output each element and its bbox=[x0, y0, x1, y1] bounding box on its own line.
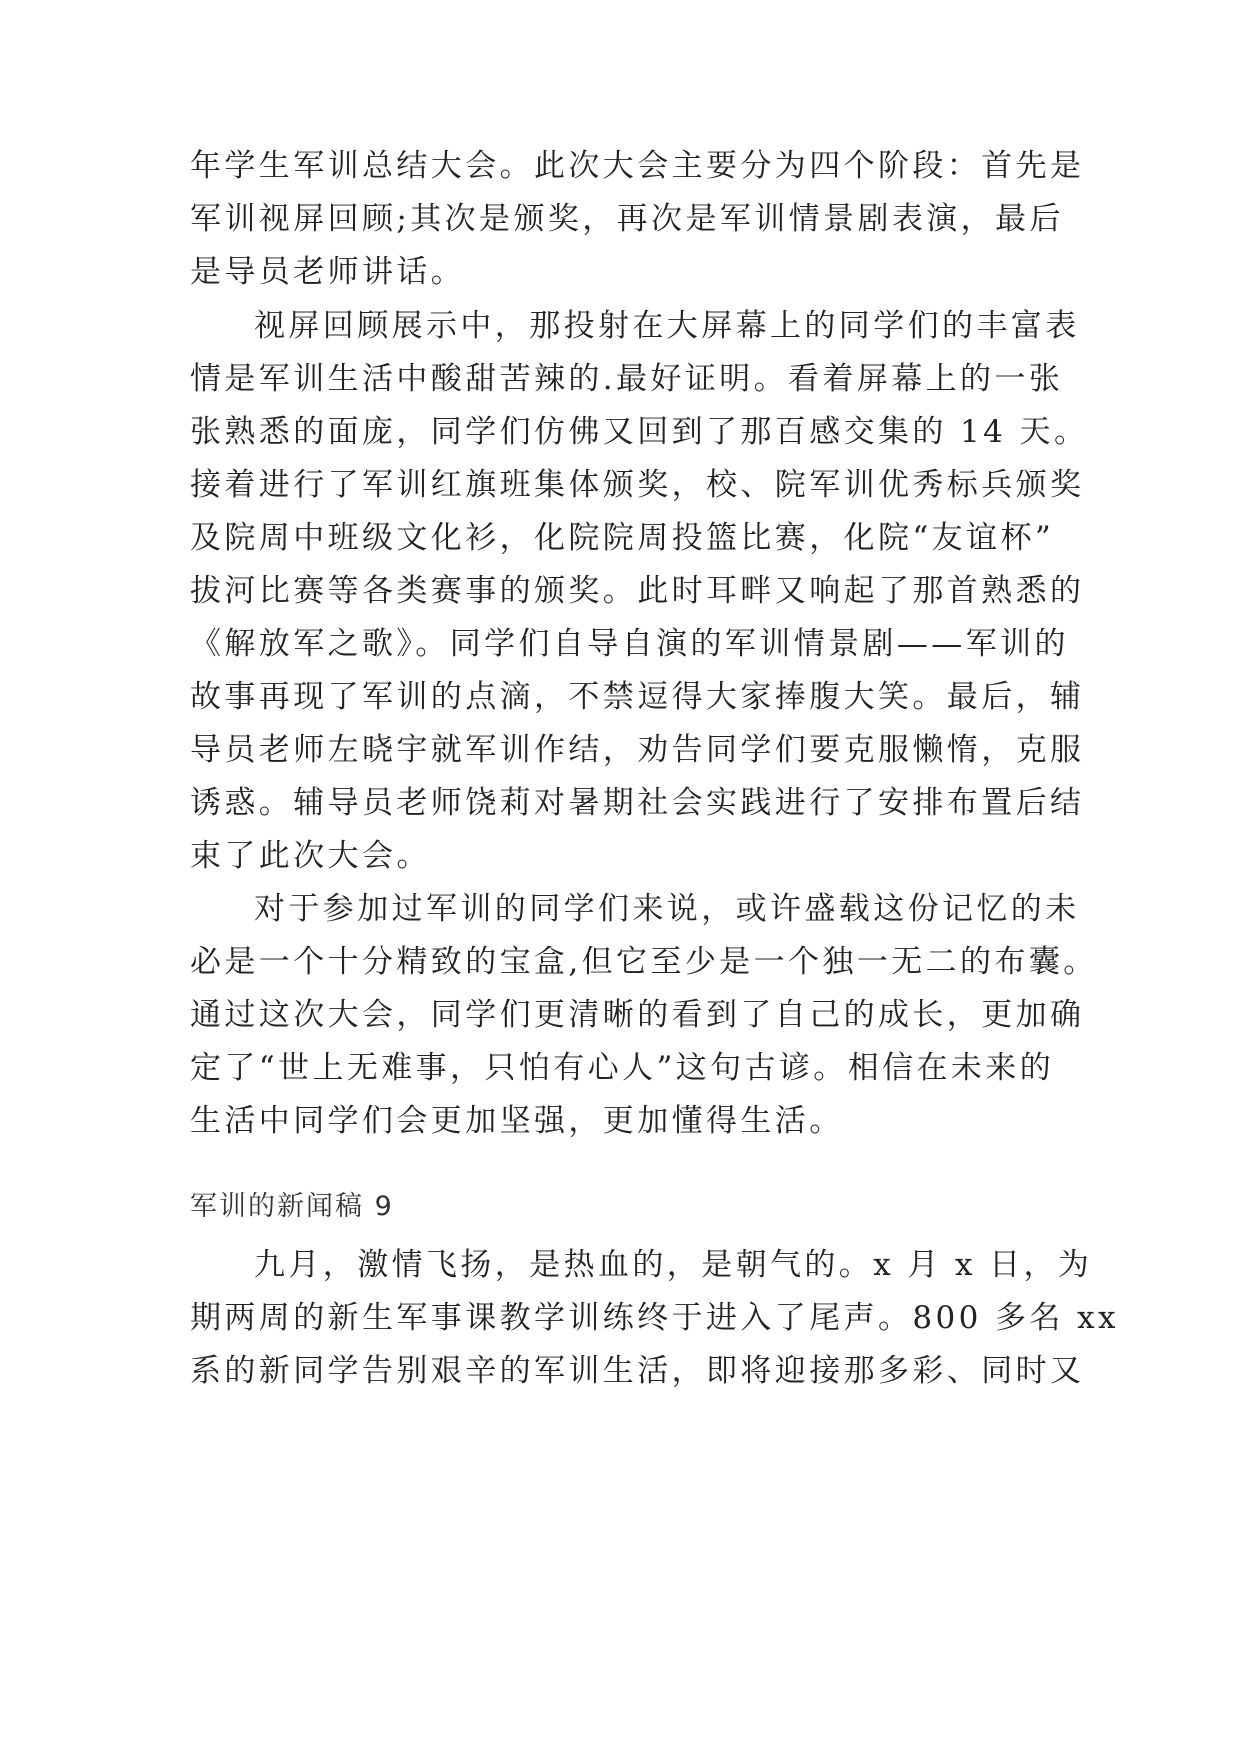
paragraph-2-line-9: 导员老师左晓宇就军训作结，劝告同学们要克服懒惰，克服 bbox=[190, 732, 1085, 768]
paragraph-3-line-1: 对于参加过军训的同学们来说，或许盛载这份记忆的未 bbox=[254, 891, 1080, 927]
paragraph-2-line-2: 情是军训生活中酸甜苦辣的.最好证明。看着屏幕上的一张 bbox=[190, 361, 1064, 397]
paragraph-2-line-5: 及院周中班级文化衫，化院院周投篮比赛，化院“友谊杯” bbox=[190, 520, 1055, 556]
paragraph-3-line-2: 必是一个十分精致的宝盒,但它至少是一个独一无二的布囊。 bbox=[190, 944, 1098, 980]
paragraph-2-line-7: 《解放军之歌》。同学们自导自演的军训情景剧——军训的 bbox=[190, 626, 1069, 662]
paragraph-1-line-2: 军训视屏回顾;其次是颁奖，再次是军训情景剧表演，最后 bbox=[190, 201, 1064, 237]
paragraph-1-line-1: 年学生军训总结大会。此次大会主要分为四个阶段：首先是 bbox=[190, 148, 1085, 184]
paragraph-2-line-6: 拔河比赛等各类赛事的颁奖。此时耳畔又响起了那首熟悉的 bbox=[190, 573, 1085, 609]
section-paragraph-line-1: 九月，激情飞扬，是热血的，是朝气的。x 月 x 日，为 bbox=[254, 1247, 1093, 1283]
paragraph-2-line-4: 接着进行了军训红旗班集体颁奖，校、院军训优秀标兵颁奖 bbox=[190, 467, 1085, 503]
paragraph-2-line-11: 束了此次大会。 bbox=[190, 838, 431, 874]
paragraph-2-line-1: 视屏回顾展示中，那投射在大屏幕上的同学们的丰富表 bbox=[254, 308, 1080, 344]
paragraph-2-line-8: 故事再现了军训的点滴，不禁逗得大家捧腹大笑。最后，辅 bbox=[190, 679, 1085, 715]
section-paragraph-line-2: 期两周的新生军事课教学训练终于进入了尾声。800 多名 xx bbox=[190, 1300, 1119, 1336]
paragraph-2-line-3: 张熟悉的面庞，同学们仿佛又回到了那百感交集的 14 天。 bbox=[190, 414, 1089, 450]
paragraph-2-line-10: 诱惑。辅导员老师饶莉对暑期社会实践进行了安排布置后结 bbox=[190, 785, 1085, 821]
section-paragraph-line-3: 系的新同学告别艰辛的军训生活，即将迎接那多彩、同时又 bbox=[190, 1353, 1085, 1389]
paragraph-3-line-3: 通过这次大会，同学们更清晰的看到了自己的成长，更加确 bbox=[190, 997, 1085, 1033]
paragraph-3-line-5: 生活中同学们会更加坚强，更加懂得生活。 bbox=[190, 1103, 844, 1139]
section-title: 军训的新闻稿 9 bbox=[190, 1191, 394, 1222]
paragraph-3-line-4: 定了“世上无难事，只怕有心人”这句古谚。相信在未来的 bbox=[190, 1050, 1055, 1086]
paragraph-1-line-3: 是导员老师讲话。 bbox=[190, 254, 466, 290]
